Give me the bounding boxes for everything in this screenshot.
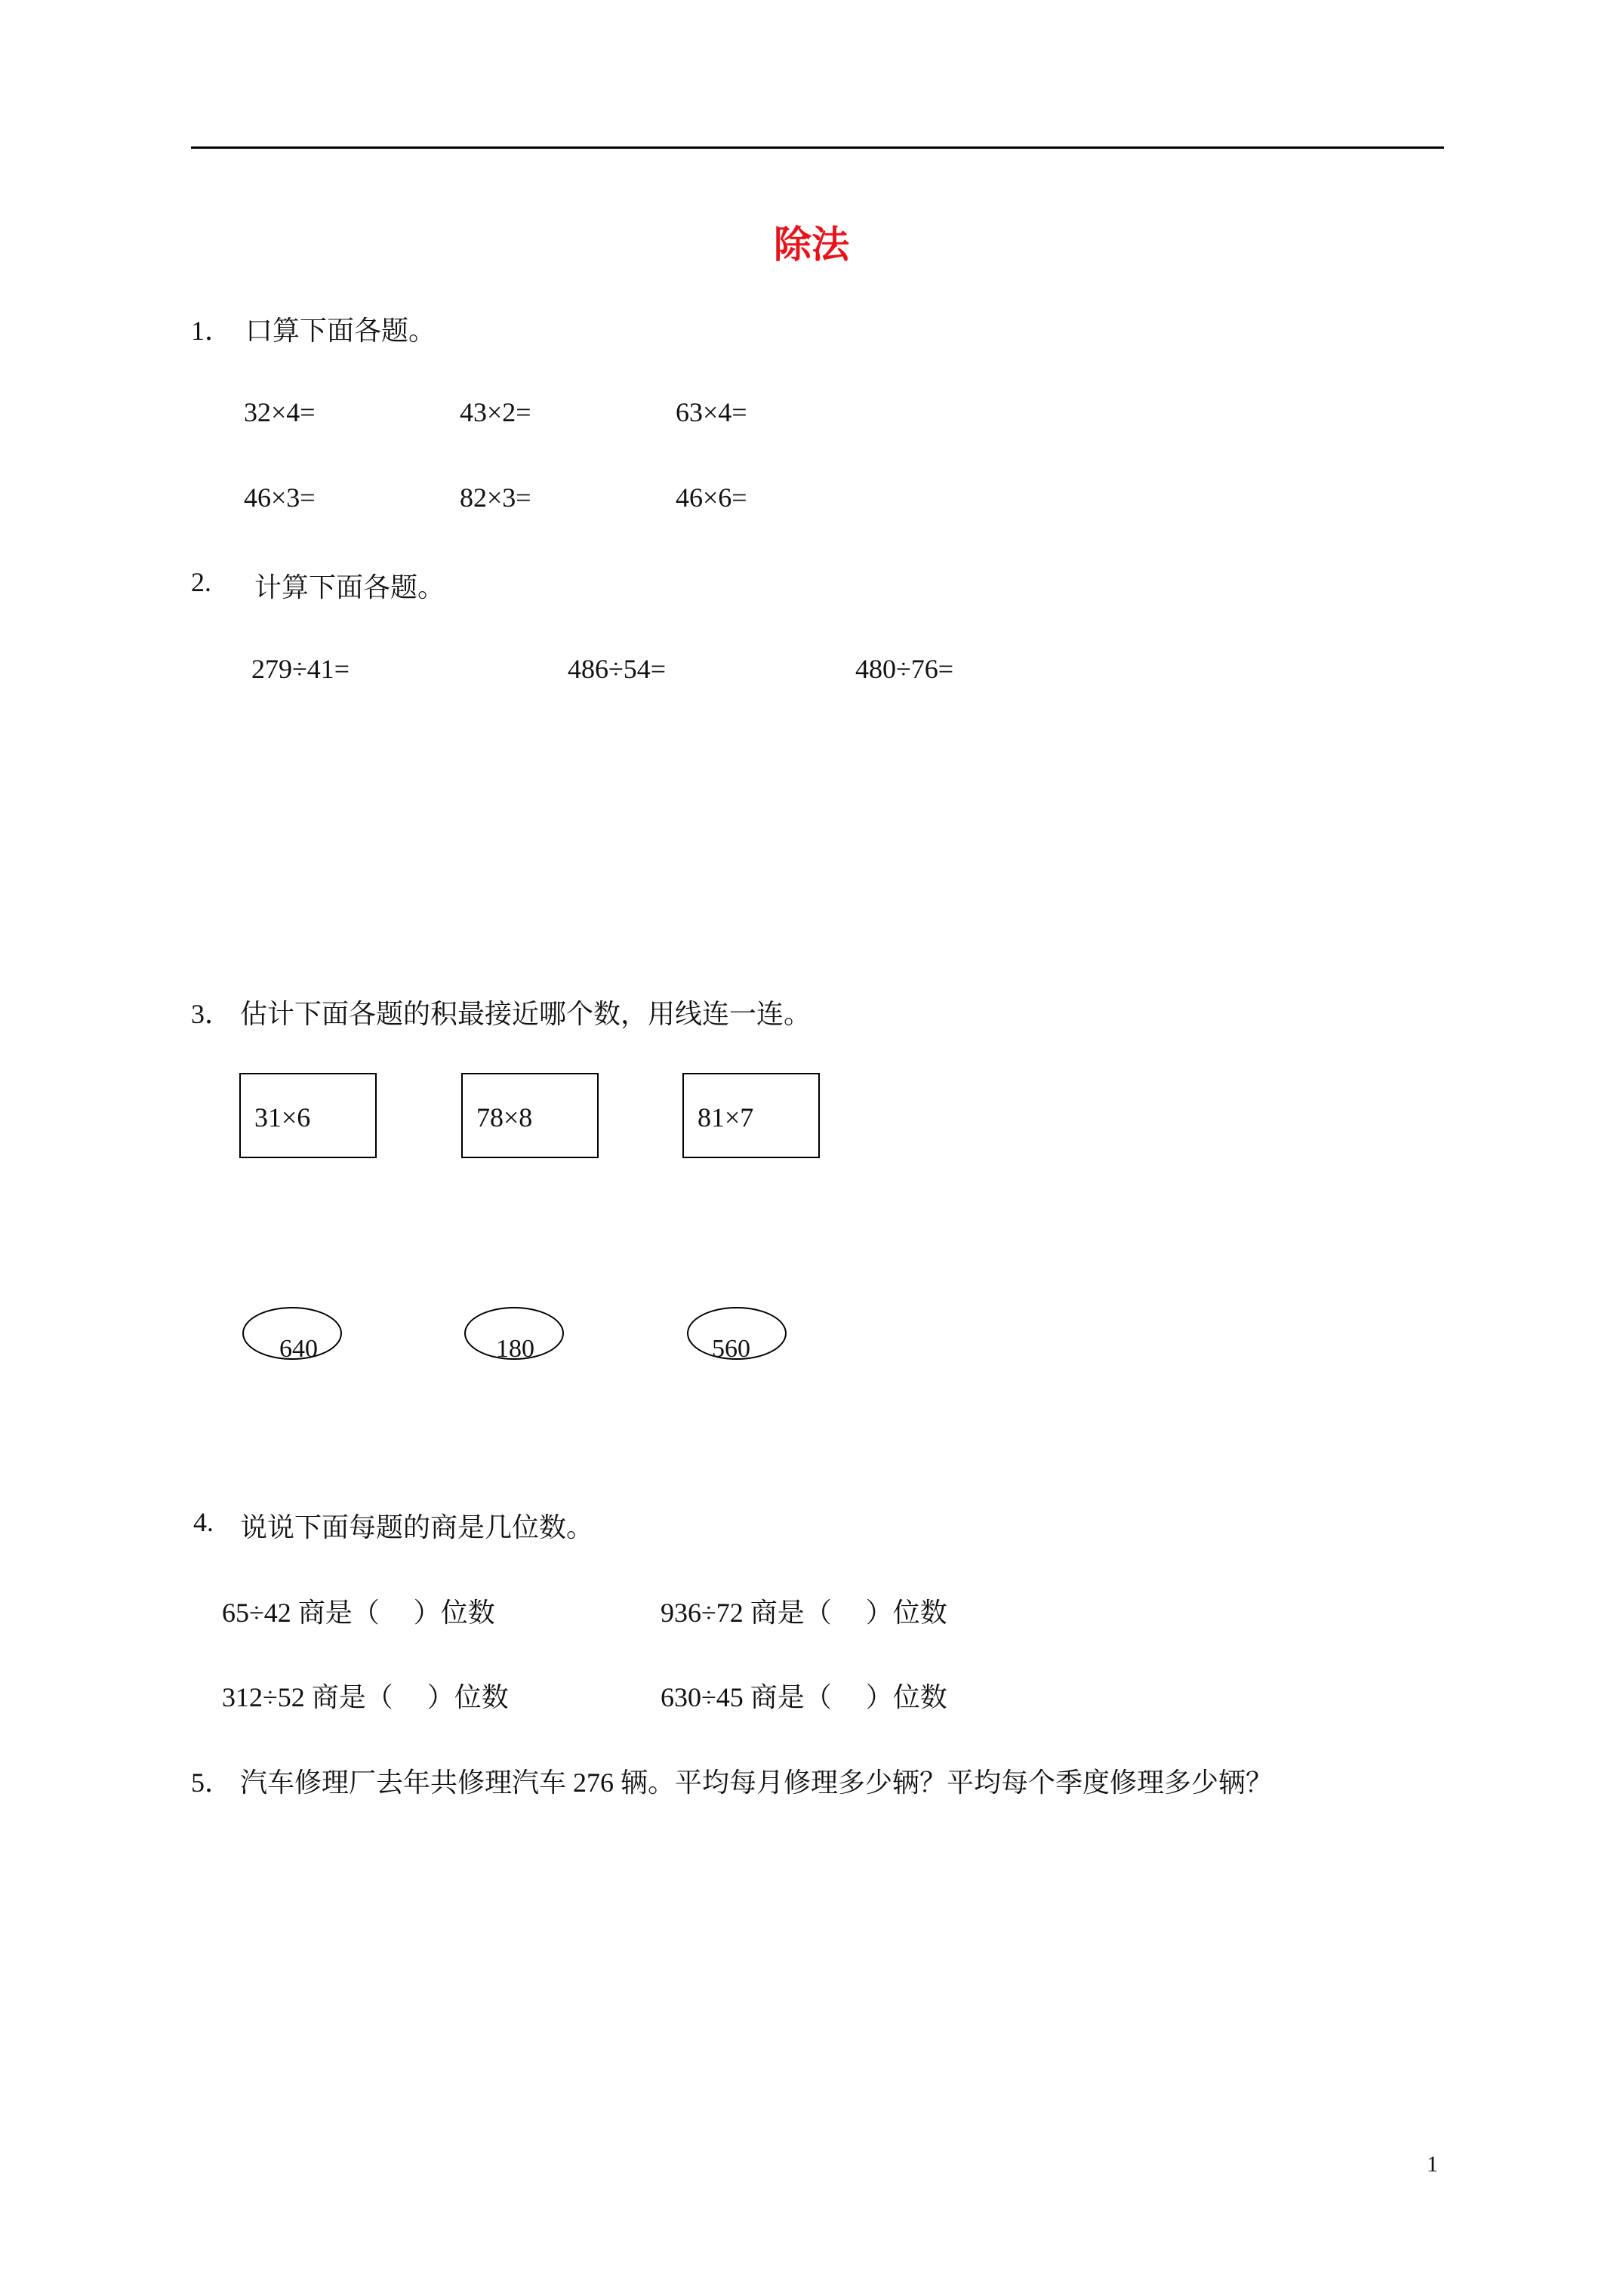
q3-expression-box[interactable]: [461, 1073, 599, 1158]
q1-expression: 46×3=: [244, 482, 316, 513]
q1-expression: 43×2=: [460, 397, 531, 427]
q1-expression: 82×3=: [460, 482, 531, 513]
q2-expression: 279÷41=: [251, 654, 350, 684]
q3-number: 3．: [191, 999, 233, 1029]
q1-number: 1．: [191, 316, 233, 346]
q2-expression: 480÷76=: [855, 654, 954, 684]
q3-box-label: 81×7: [698, 1102, 754, 1133]
q4-expression: 312÷52 商是（ ）位数: [222, 1682, 509, 1712]
q2-prompt: 计算下面各题。: [254, 572, 445, 603]
q4-expression: 65÷42 商是（ ）位数: [222, 1598, 495, 1628]
q2-expression: 486÷54=: [568, 654, 667, 684]
q3-box-label: 78×8: [476, 1102, 533, 1133]
q3-prompt: 估计下面各题的积最接近哪个数，用线连一连。: [240, 999, 812, 1029]
q3-oval-label: 560: [712, 1335, 750, 1363]
q1-expression: 63×4=: [676, 397, 747, 427]
q1-prompt: 口算下面各题。: [245, 316, 436, 346]
q4-prompt: 说说下面每题的商是几位数。: [240, 1512, 594, 1542]
q4-number: 4.: [193, 1507, 214, 1537]
q1-expression: 46×6=: [676, 482, 747, 513]
page-number: 1: [1427, 2152, 1438, 2177]
q2-number: 2.: [191, 567, 211, 597]
q3-expression-box[interactable]: [239, 1073, 377, 1158]
q3-oval-label: 180: [496, 1335, 534, 1363]
q3-box-label: 31×6: [254, 1102, 311, 1133]
q3-oval-label: 640: [279, 1335, 318, 1363]
q3-expression-box[interactable]: [682, 1073, 820, 1158]
header-rule: [191, 146, 1444, 149]
q4-expression: 630÷45 商是（ ）位数: [661, 1682, 947, 1712]
q1-expression: 32×4=: [244, 397, 316, 427]
q5-prompt: 汽车修理厂去年共修理汽车 276 辆。平均每月修理多少辆？平均每个季度修理多少辆？: [240, 1767, 1273, 1798]
page-title: 除法: [774, 223, 849, 266]
q5-number: 5．: [191, 1767, 233, 1798]
q4-expression: 936÷72 商是（ ）位数: [661, 1598, 947, 1628]
